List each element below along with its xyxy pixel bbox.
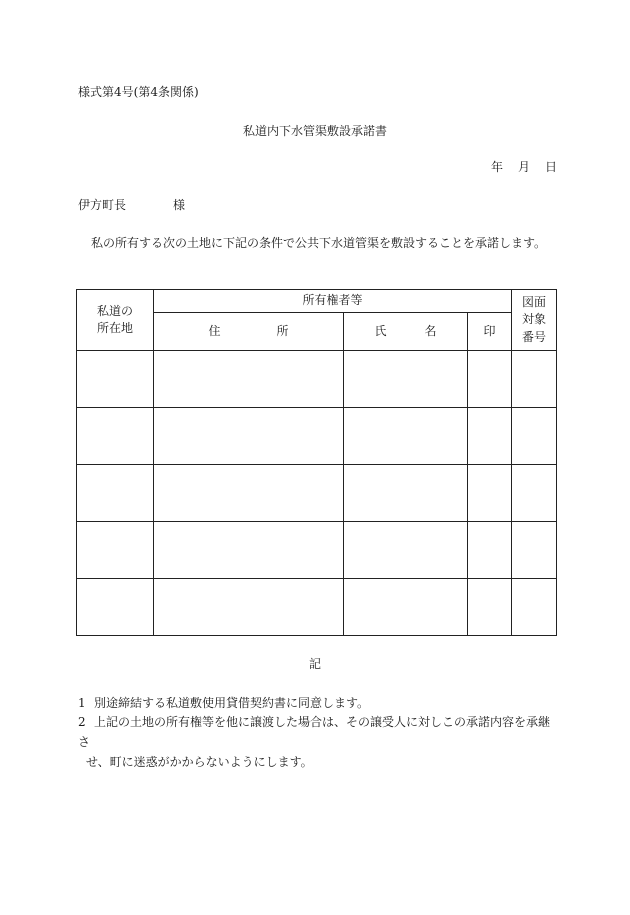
recipient bbox=[78, 199, 185, 211]
table-row bbox=[77, 465, 557, 522]
document-title: 私道内下水管渠敷設承諾書 bbox=[242, 124, 387, 138]
map-number-cell bbox=[512, 351, 557, 408]
condition-number: 2 bbox=[78, 715, 86, 729]
map-number-header: 図面 対象 番号 bbox=[512, 290, 557, 351]
location-cell bbox=[77, 408, 154, 465]
location-cell bbox=[77, 579, 154, 636]
recipient-name: 伊方町長 bbox=[78, 198, 127, 212]
address-cell bbox=[154, 579, 344, 636]
seal-cell bbox=[468, 579, 512, 636]
seal-cell bbox=[468, 465, 512, 522]
table-row bbox=[77, 579, 557, 636]
ki-heading: 記 bbox=[308, 657, 321, 671]
date-month: 月 bbox=[518, 160, 531, 174]
owner-table bbox=[76, 289, 557, 636]
owner-header: 所有権者等 bbox=[154, 290, 512, 313]
condition-text: 上記の土地の所有権等を他に譲渡した場合は、その譲受人に対しこの承諾内容を承継さ bbox=[78, 715, 551, 749]
seal-header: 印 bbox=[468, 313, 512, 351]
name-cell bbox=[344, 351, 468, 408]
location-cell bbox=[77, 522, 154, 579]
map-number-cell bbox=[512, 465, 557, 522]
location-header: 私道の 所在地 bbox=[77, 290, 154, 351]
consent-statement: 私の所有する次の土地に下記の条件で公共下水道管渠を敷設することを承諾します。 bbox=[91, 236, 547, 250]
seal-cell bbox=[468, 408, 512, 465]
name-cell bbox=[344, 465, 468, 522]
form-number: 様式第4号(第4条関係) bbox=[78, 85, 199, 99]
recipient-honorific: 様 bbox=[173, 198, 186, 212]
location-cell bbox=[77, 465, 154, 522]
date-line bbox=[491, 161, 557, 173]
address-cell bbox=[154, 465, 344, 522]
table-row bbox=[77, 408, 557, 465]
location-cell bbox=[77, 351, 154, 408]
map-number-cell bbox=[512, 522, 557, 579]
seal-cell bbox=[468, 522, 512, 579]
table-row bbox=[77, 351, 557, 408]
table-row bbox=[77, 522, 557, 579]
condition-item bbox=[78, 712, 558, 772]
date-day: 日 bbox=[545, 160, 558, 174]
map-number-cell bbox=[512, 408, 557, 465]
address-cell bbox=[154, 408, 344, 465]
name-header: 氏 名 bbox=[344, 313, 468, 351]
condition-text-continuation: せ、町に迷惑がかからないようにします。 bbox=[86, 755, 313, 769]
address-cell bbox=[154, 522, 344, 579]
seal-cell bbox=[468, 351, 512, 408]
condition-text: 別途締結する私道敷使用貸借契約書に同意します。 bbox=[94, 696, 370, 710]
condition-number: 1 bbox=[78, 696, 86, 710]
condition-item bbox=[78, 693, 558, 713]
address-cell bbox=[154, 351, 344, 408]
name-cell bbox=[344, 408, 468, 465]
address-header: 住 所 bbox=[154, 313, 344, 351]
map-number-cell bbox=[512, 579, 557, 636]
date-year: 年 bbox=[491, 160, 504, 174]
name-cell bbox=[344, 522, 468, 579]
name-cell bbox=[344, 579, 468, 636]
